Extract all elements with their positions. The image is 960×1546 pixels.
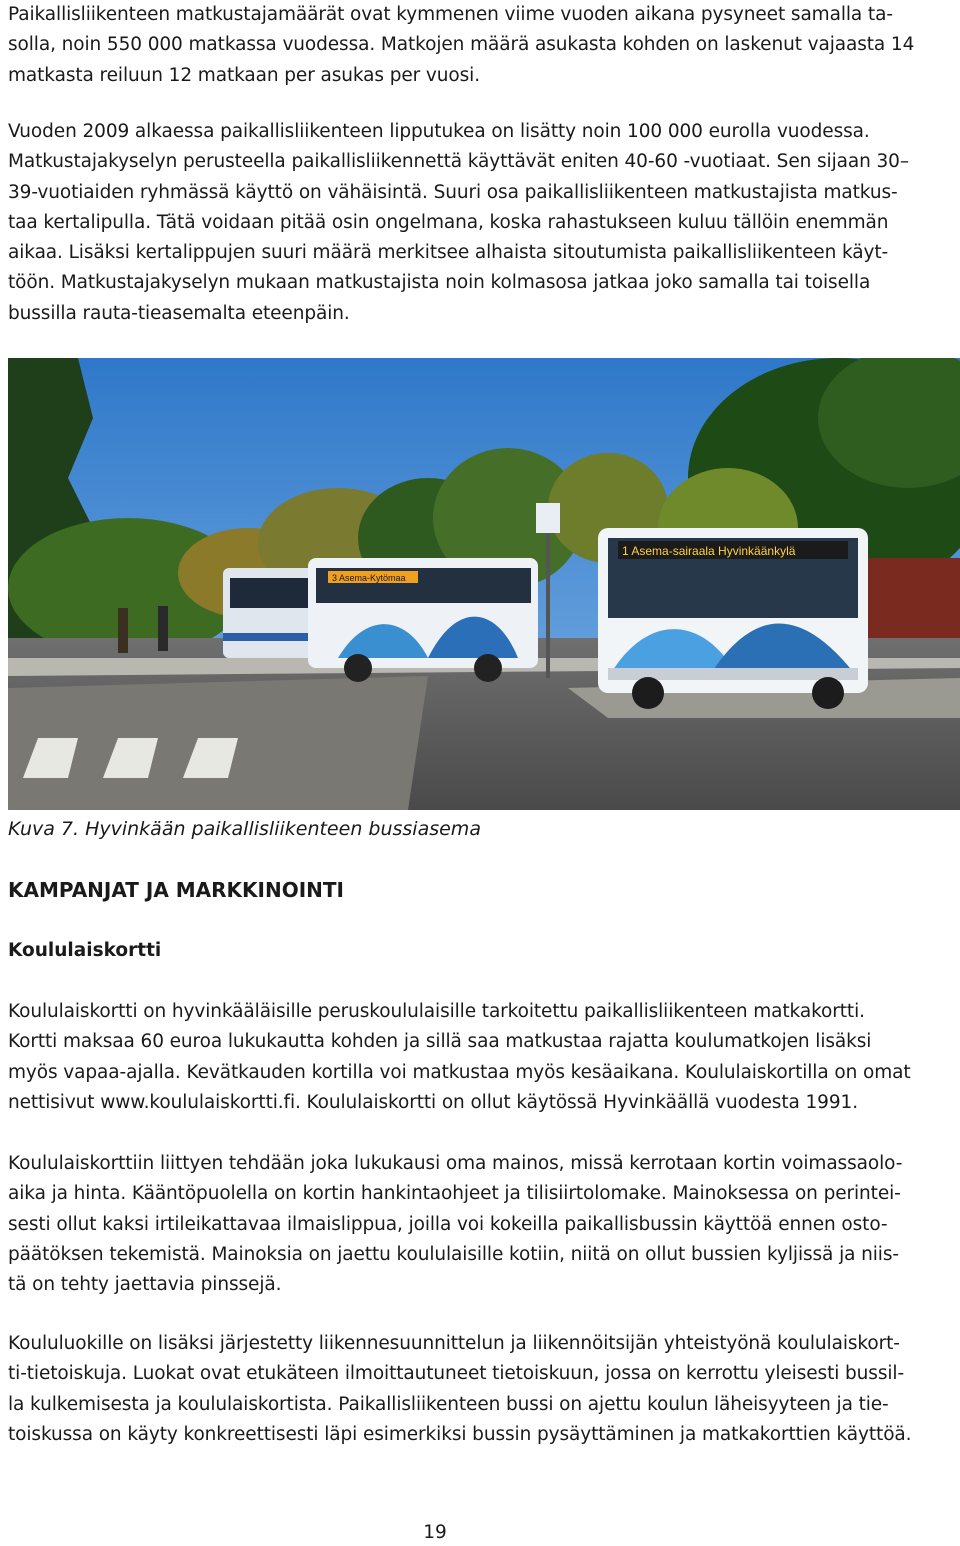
text-line: bussilla rauta-tieasemalta eteenpäin. [8, 302, 350, 324]
text-line: aika ja hinta. Kääntöpuolella on kortin hankintaohjeet ja tilisiirtolomake. Mainoksessa on perintei- [8, 1183, 901, 1205]
text-line: Matkustajakyselyn perusteella paikallisliikennettä käyttävät eniten 40-60 -vuotiaat. Sen sijaan 30– [8, 151, 910, 173]
bus-sign-front-text: 1 Asema-sairaala Hyvinkäänkylä [622, 544, 796, 558]
text-line: Koululaiskortti on hyvinkääläisille peruskoululaisille tarkoitettu paikallisliikenteen matkakortti. [8, 1001, 865, 1022]
text-line: päätöksen tekemistä. Mainoksia on jaettu koululaisille kotiin, niitä on ollut bussien kyljissä ja niis- [8, 1243, 899, 1265]
bus-station-photo [8, 358, 960, 810]
text-line: 39-vuotiaiden ryhmässä käyttö on vähäisintä. Suuri osa paikallisliikenteen matkustajista matkus- [8, 181, 898, 203]
figure-caption: Kuva 7. Hyvinkään paikallisliikenteen bussiasema [8, 818, 481, 840]
subsection-heading: Koululaiskortti [8, 940, 162, 961]
text-line: Koululaiskorttiin liittyen tehdään joka lukukausi oma mainos, missä kerrotaan kortin voimassaolo- [8, 1153, 903, 1174]
text-line: Paikallisliikenteen matkustajamäärät ovat kymmenen viime vuoden aikana pysyneet samalla ta- [8, 4, 893, 25]
text-line: solla, noin 550 000 matkassa vuodessa. Matkojen määrä asukasta kohden on laskenut vajaasta 14 [8, 34, 915, 56]
text-line: matkasta reiluun 12 matkaan per asukas per vuosi. [8, 64, 480, 86]
text-line: töön. Matkustajakyselyn mukaan matkustajista noin kolmasosa jatkaa joko samalla tai toisella [8, 272, 871, 294]
info-session-paragraph [8, 1329, 956, 1450]
page-number: 19 [423, 1522, 447, 1543]
text-line: nettisivut www.koululaiskortti.fi. Koululaiskortti on ollut käytössä Hyvinkäällä vuodesta 1991. [8, 1091, 858, 1113]
intro-paragraph [8, 0, 956, 91]
text-line: Koululuokille on lisäksi järjestetty liikennesuunnittelun ja liikennöitsijän yhteistyönä koululaiskort- [8, 1333, 900, 1354]
bus-sign-middle-text: 3 Asema-Kytömaa [332, 573, 406, 583]
ticket-support-paragraph [8, 117, 956, 329]
text-line: taa kertalipulla. Tätä voidaan pitää osin ongelmana, koska rahastukseen kuluu tällöin enemmän [8, 211, 889, 233]
text-line: sesti ollut kaksi irtileikattavaa ilmaislippua, joilla voi kokeilla paikallisbussin käyttöä ennen osto- [8, 1213, 888, 1235]
advertising-paragraph [8, 1149, 956, 1300]
section-heading: KAMPANJAT JA MARKKINOINTI [8, 878, 344, 902]
text-line: Kortti maksaa 60 euroa lukukautta kohden ja sillä saa matkustaa rajatta koulumatkojen lisäksi [8, 1031, 872, 1053]
text-line: Vuoden 2009 alkaessa paikallisliikenteen lipputukea on lisätty noin 100 000 eurolla vuodessa. [8, 121, 870, 142]
text-line: tä on tehty jaettavia pinssejä. [8, 1274, 282, 1296]
text-line: la kulkemisesta ja koululaiskortista. Paikallisliikenteen bussi on ajettu koulun läheisyyteen ja tie- [8, 1393, 889, 1415]
text-line: aikaa. Lisäksi kertalippujen suuri määrä merkitsee alhaista sitoutumista paikallisliikenteen käyt- [8, 242, 889, 264]
text-line: toiskussa on käyty konkreettisesti läpi esimerkiksi bussin pysäyttäminen ja matkakorttien käyttöä. [8, 1423, 912, 1445]
text-line: ti-tietoiskuja. Luokat ovat etukäteen ilmoittautuneet tietoiskuun, jossa on kerrottu yleisesti bussil- [8, 1363, 905, 1385]
text-line: myös vapaa-ajalla. Kevätkauden kortilla voi matkustaa myös kesäaikana. Koululaiskortilla on omat [8, 1061, 911, 1083]
school-card-paragraph [8, 997, 956, 1118]
